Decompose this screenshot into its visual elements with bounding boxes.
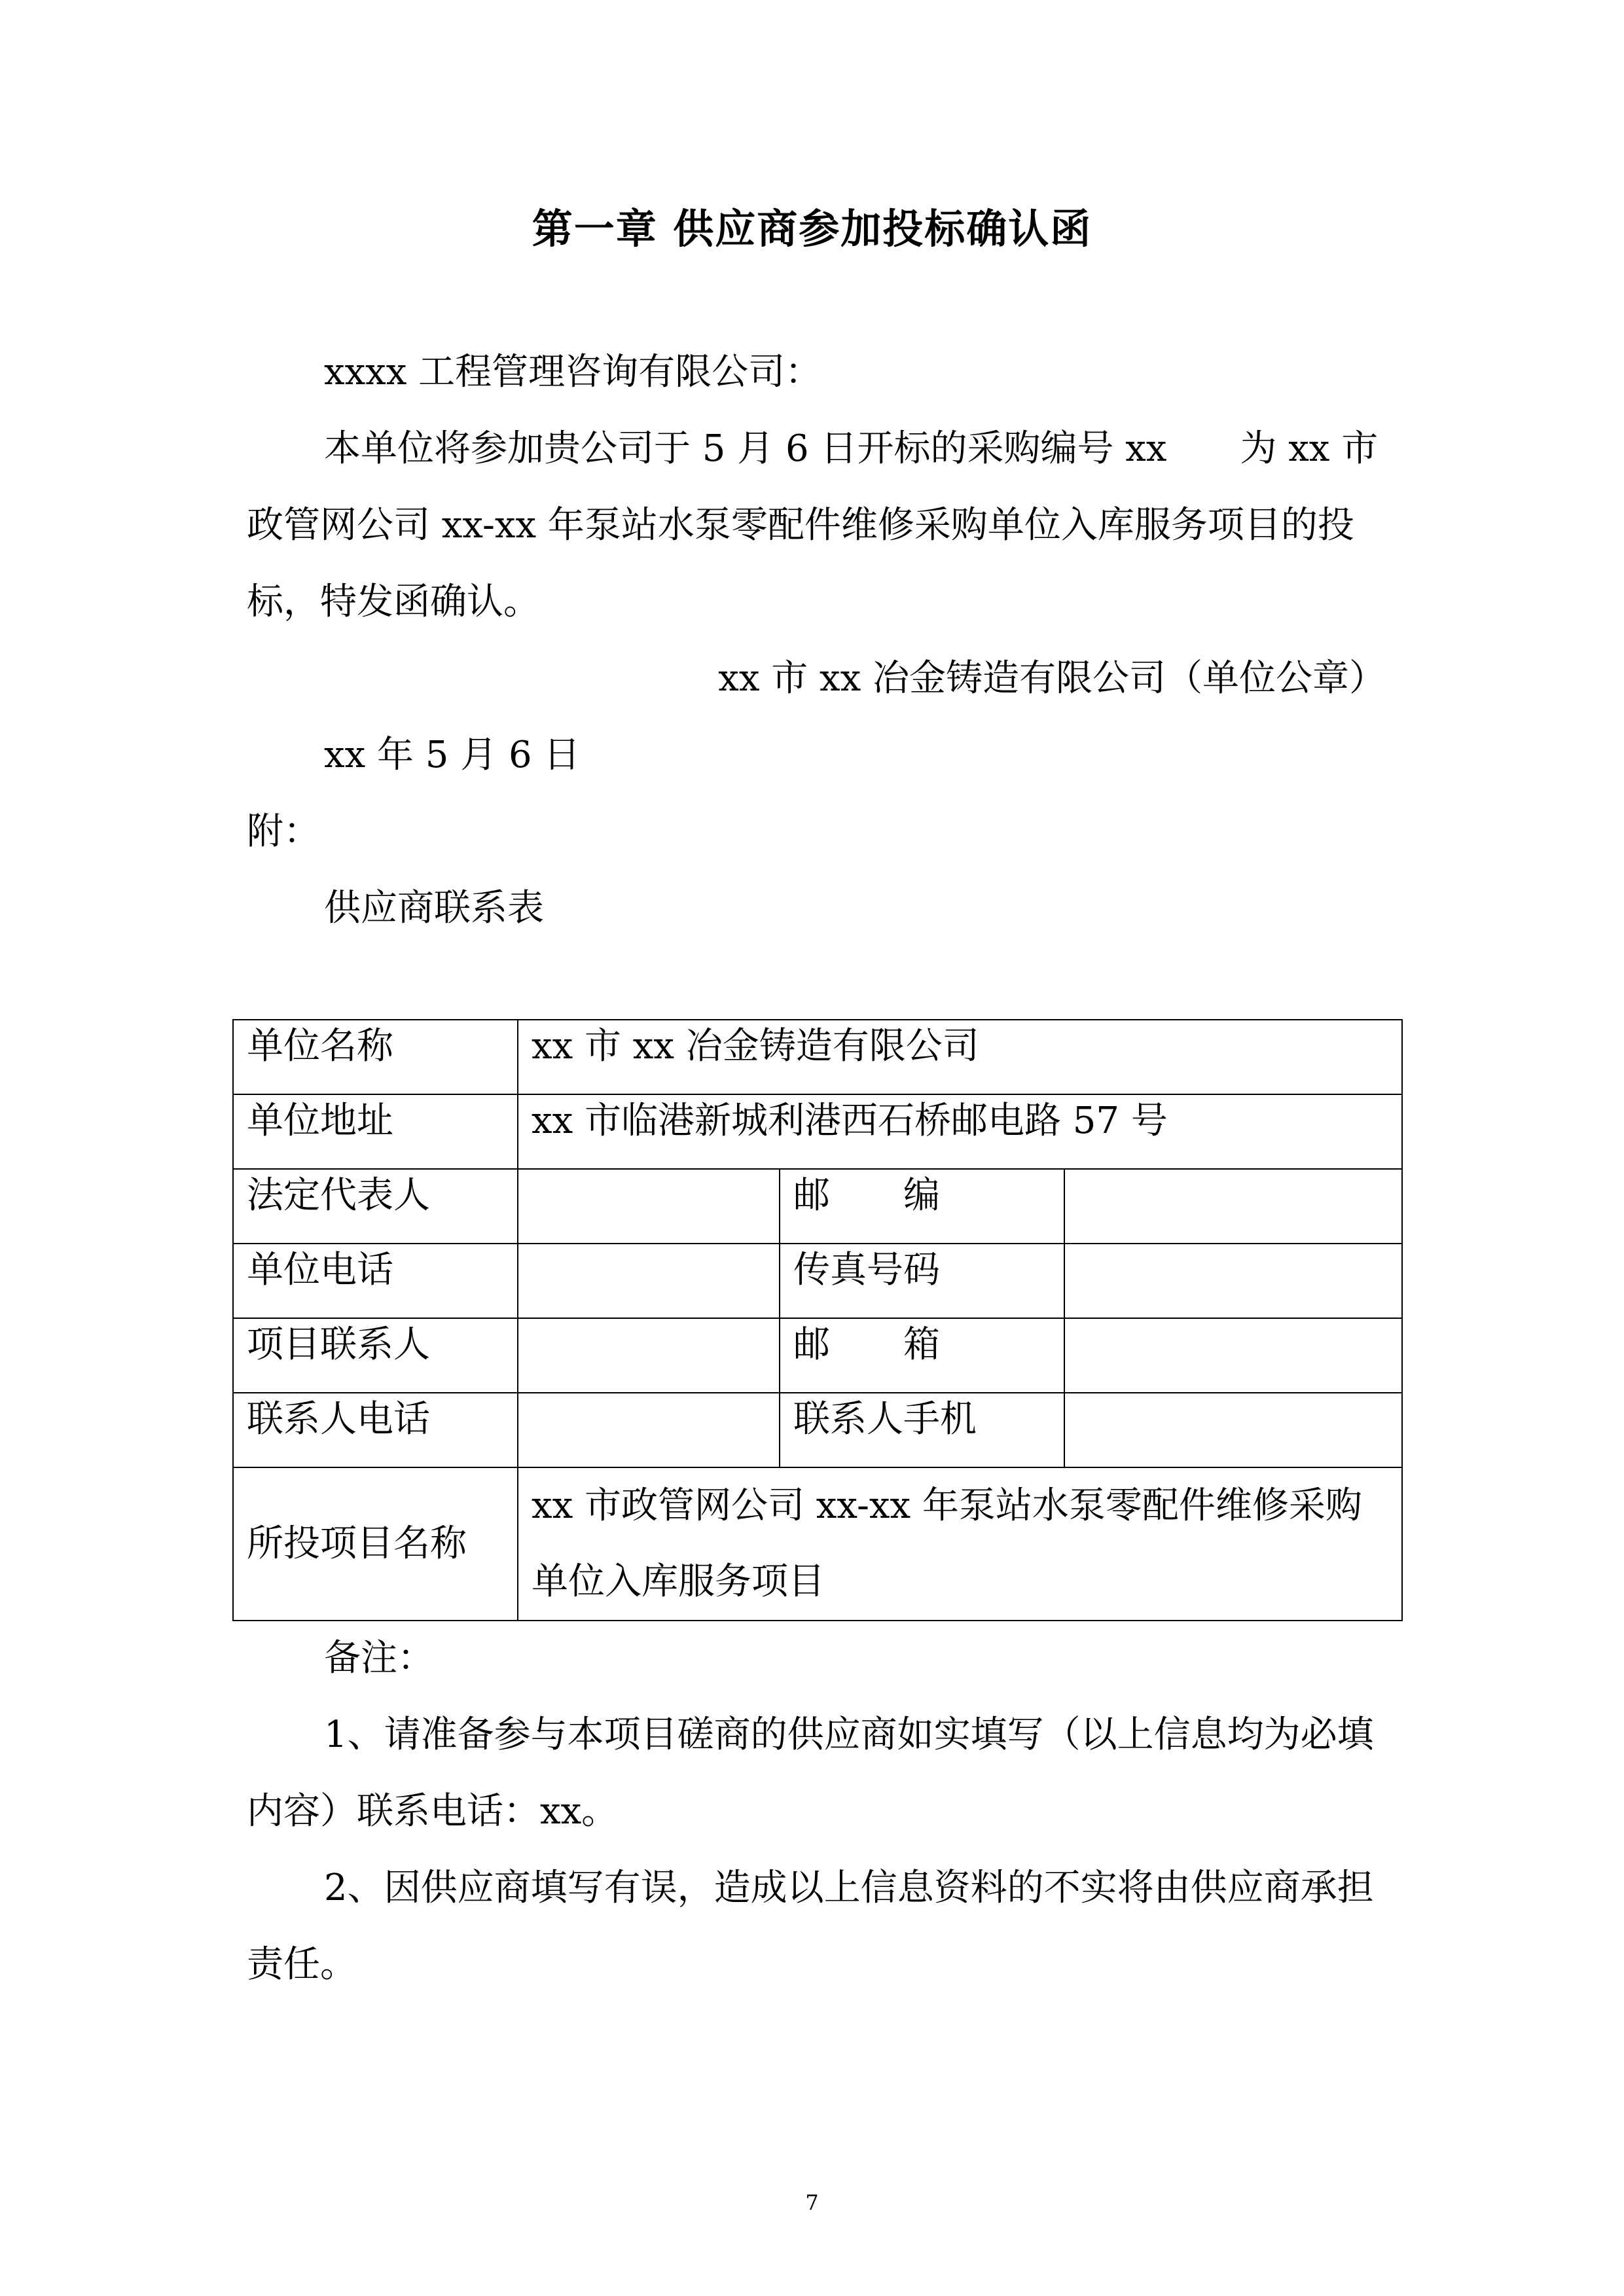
address-value: xx 市临港新城利港西石桥邮电路 57 号 <box>518 1094 1402 1169</box>
table-row <box>233 1020 1402 1094</box>
phone-label: 单位电话 <box>233 1244 518 1318</box>
signature: xx 市 xx 冶金铸造有限公司（单位公章） <box>718 657 1386 700</box>
contact-mobile-label: 联系人手机 <box>780 1393 1064 1467</box>
project-contact-value <box>518 1318 780 1393</box>
company-name-value: xx 市 xx 冶金铸造有限公司 <box>518 1020 1402 1094</box>
note-item: 1、请准备参与本项目磋商的供应商如实填写（以上信息均为必填内容）联系电话：xx。 <box>247 1713 1374 1833</box>
table-row <box>233 1393 1402 1467</box>
phone-value <box>518 1244 780 1318</box>
page-title: 第一章 供应商参加投标确认函 <box>532 205 1092 253</box>
table-row <box>233 1169 1402 1244</box>
table-row <box>233 1244 1402 1318</box>
project-contact-label: 项目联系人 <box>233 1318 518 1393</box>
letter-date: xx 年 5 月 6 日 <box>324 734 581 776</box>
table-row <box>233 1094 1402 1169</box>
project-name-value: xx 市政管网公司 xx-xx 年泵站水泵零配件维修采购单位入库服务项目 <box>518 1467 1402 1621</box>
company-name-label: 单位名称 <box>233 1020 518 1094</box>
postcode-value <box>1064 1169 1402 1244</box>
email-value <box>1064 1318 1402 1393</box>
fax-value <box>1064 1244 1402 1318</box>
table-row <box>233 1467 1402 1621</box>
legal-rep-value <box>518 1169 780 1244</box>
fax-label: 传真号码 <box>780 1244 1064 1318</box>
notes-section <box>247 1620 1386 2003</box>
contact-phone-label: 联系人电话 <box>233 1393 518 1467</box>
table-row <box>233 1318 1402 1393</box>
letter-paragraph: 本单位将参加贵公司于 5 月 6 日开标的采购编号 xx 为 xx 市政管网公司 xx-xx 年泵站水泵零配件维修采购单位入库服务项目的投标，特发函确认。 <box>247 427 1379 623</box>
legal-rep-label: 法定代表人 <box>233 1169 518 1244</box>
supplier-contact-table <box>232 1019 1401 1621</box>
table-title: 供应商联系表 <box>324 887 544 929</box>
letter-body <box>247 334 1386 946</box>
email-label: 邮 箱 <box>780 1318 1064 1393</box>
attachment-label: 附： <box>247 810 320 853</box>
postcode-label: 邮 编 <box>780 1169 1064 1244</box>
notes-label: 备注： <box>324 1637 434 1679</box>
project-name-label: 所投项目名称 <box>233 1467 518 1621</box>
address-label: 单位地址 <box>233 1094 518 1169</box>
page-number: 7 <box>805 2190 819 2215</box>
contact-phone-value <box>518 1393 780 1467</box>
contact-mobile-value <box>1064 1393 1402 1467</box>
salutation: xxxx 工程管理咨询有限公司： <box>324 351 822 393</box>
note-item: 2、因供应商填写有误，造成以上信息资料的不实将由供应商承担责任。 <box>247 1867 1374 1986</box>
